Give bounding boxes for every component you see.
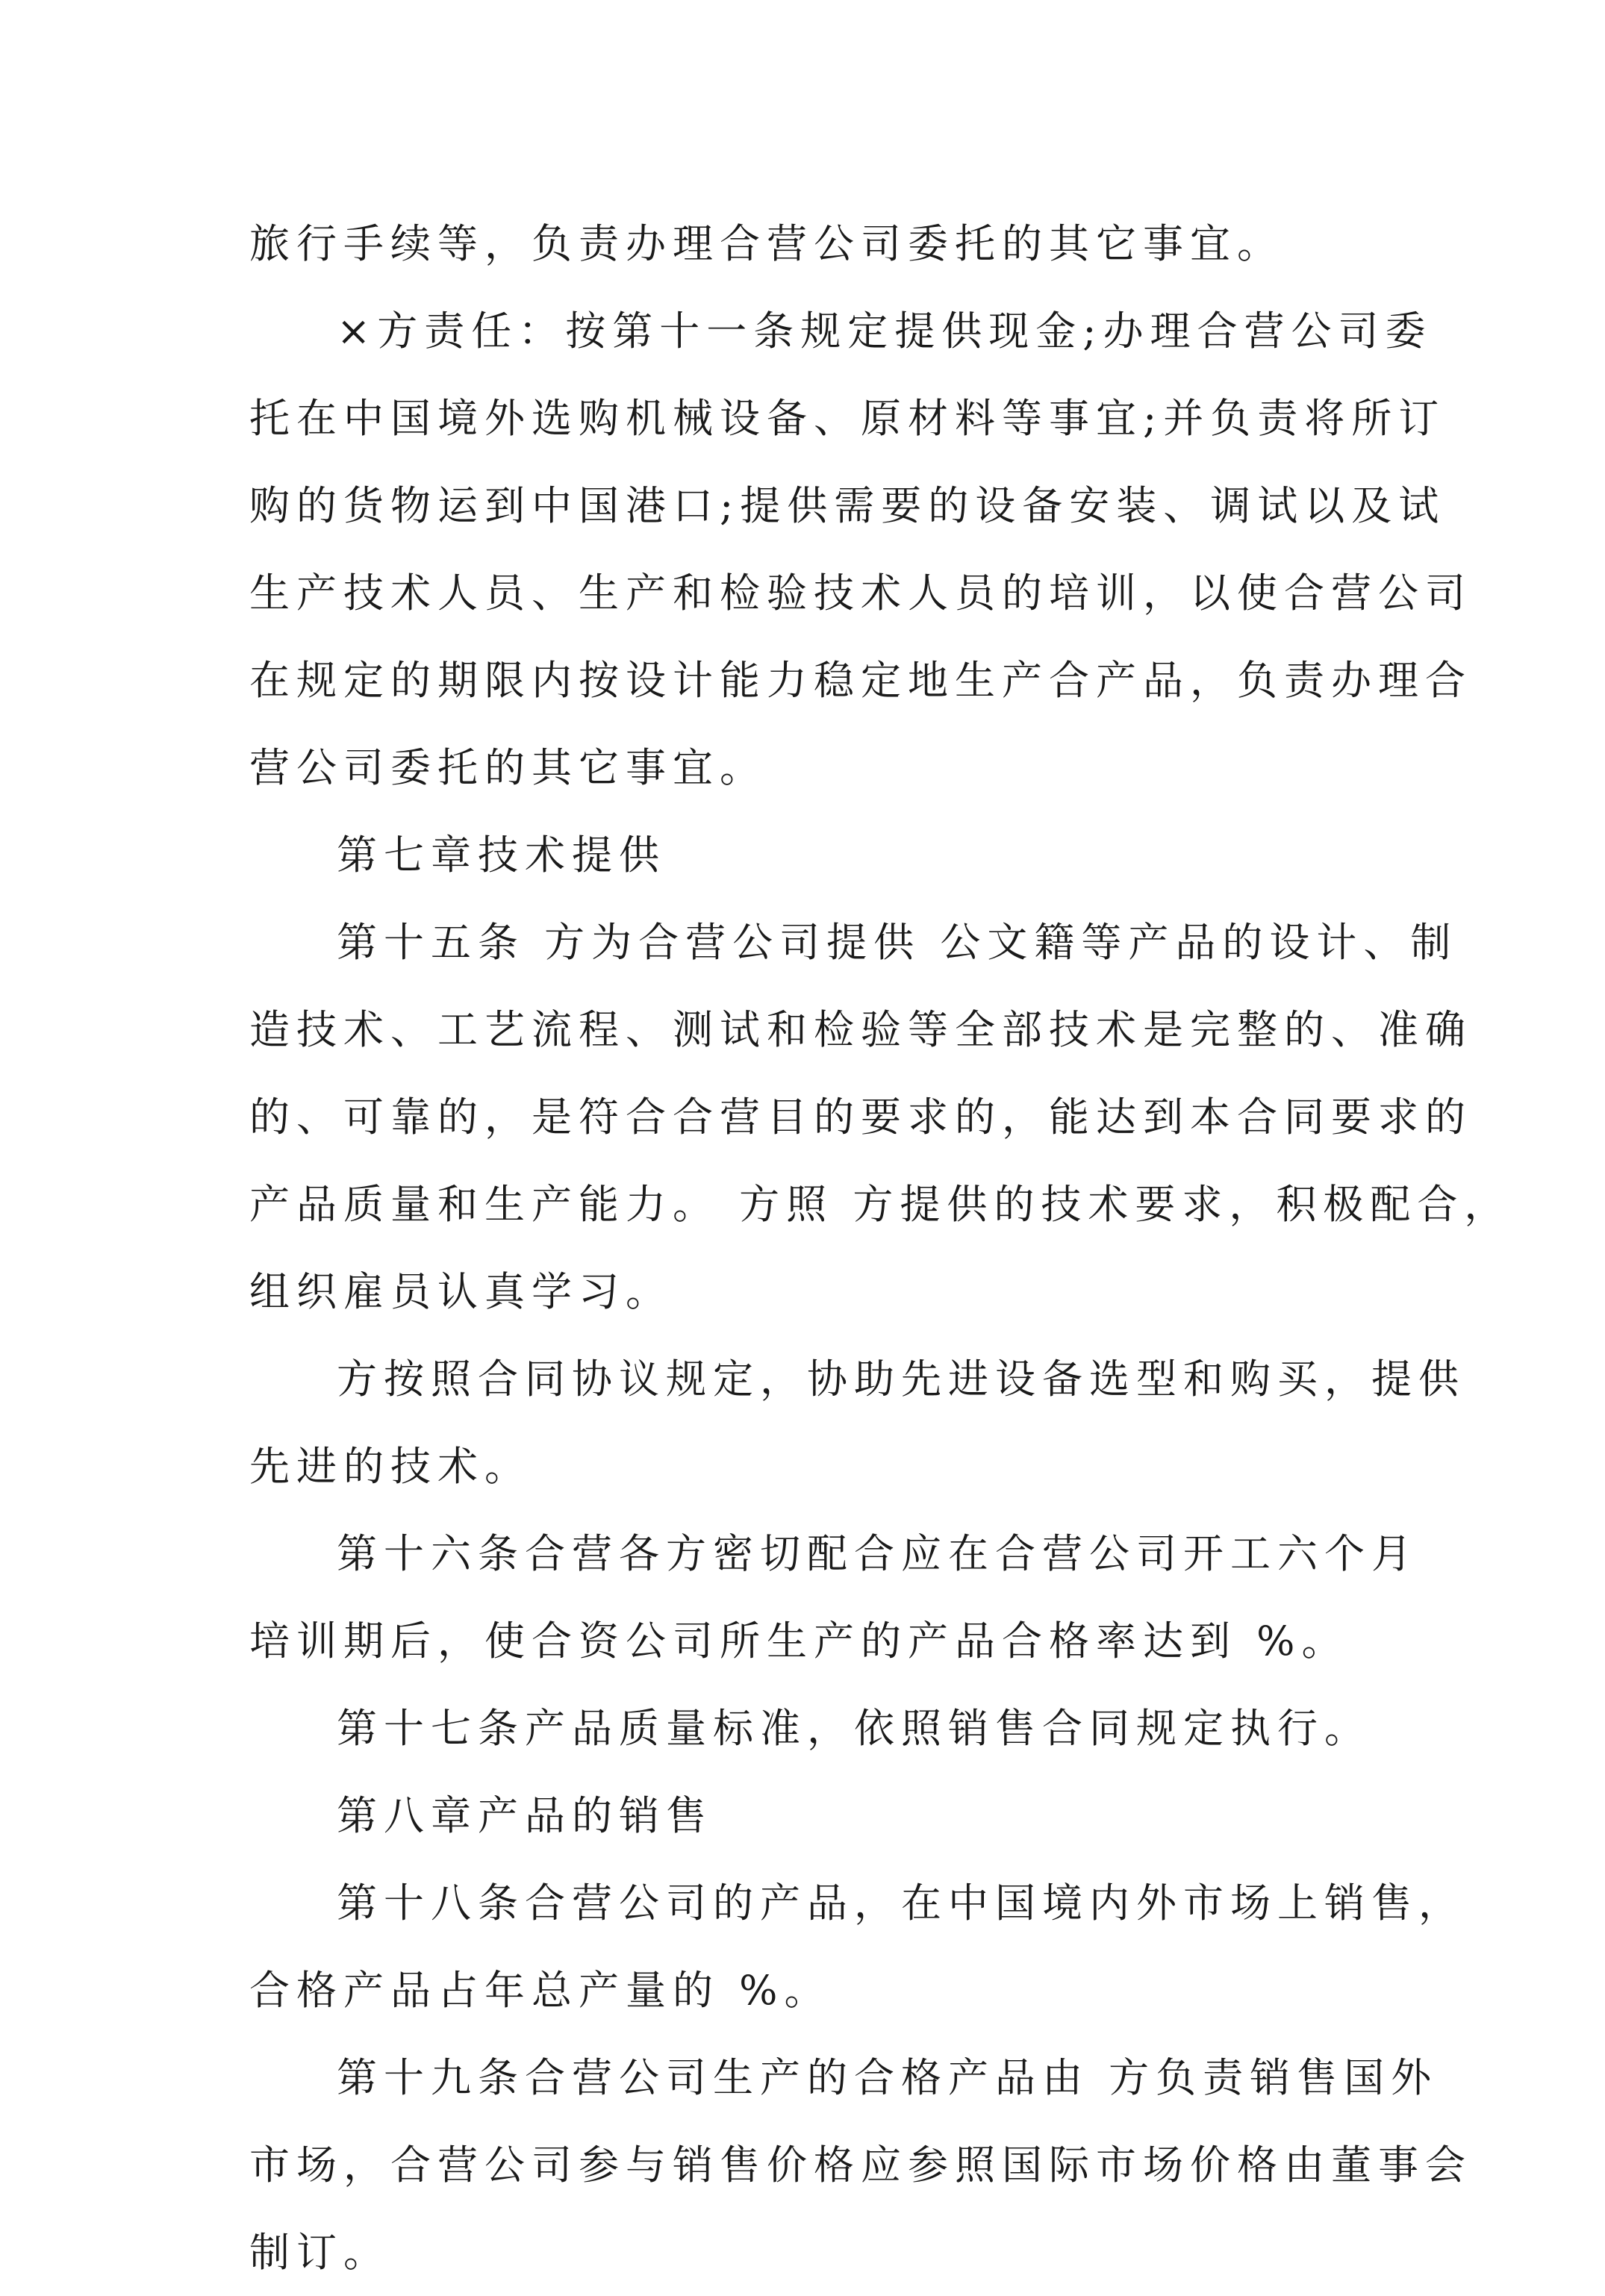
text-line: 购的货物运到中国港口;提供需要的设备安装、调试以及试 [249,482,1446,529]
text-line: 旅行手续等，负责办理合营公司委托的其它事宜。 [249,220,1284,267]
text-line: ×方责任：按第十一条规定提供现金;办理合营公司委 [337,308,1433,355]
text-line: 营公司委托的其它事宜。 [249,744,767,791]
text-line: 在规定的期限内按设计能力稳定地生产合产品，负责办理合 [249,657,1472,704]
text-line: 第十八条合营公司的产品，在中国境内外市场上销售， [337,1879,1465,1927]
text-line: 第十六条合营各方密切配合应在合营公司开工六个月 [337,1530,1418,1577]
text-line: 第十五条 方为合营公司提供 公文籍等产品的设计、制 [337,919,1458,966]
document-body [249,200,1512,2296]
chapter-heading: 第七章技术提供 [337,832,666,879]
text-line: 托在中国境外选购机械设备、原材料等事宜;并负责将所订 [249,395,1446,442]
text-line: 生产技术人员、生产和检验技术人员的培训，以使合营公司 [249,570,1472,617]
text-line: 组织雇员认真学习。 [249,1268,673,1315]
text-line: 合格产品占年总产量的 %。 [249,1967,832,2014]
text-line: 方按照合同协议规定，协助先进设备选型和购买，提供 [337,1356,1465,1403]
text-line: 产品质量和生产能力。 方照 方提供的技术要求，积极配合， [249,1181,1512,1228]
text-line: 市场，合营公司参与销售价格应参照国际市场价格由董事会 [249,2141,1472,2189]
text-line: 第十九条合营公司生产的合格产品由 方负责销售国外 [337,2054,1439,2101]
text-line: 制订。 [249,2229,390,2276]
text-line: 第十七条产品质量标准，依照销售合同规定执行。 [337,1705,1371,1752]
text-line: 造技术、工艺流程、测试和检验等全部技术是完整的、准确 [249,1006,1472,1053]
text-line: 培训期后，使合资公司所生产的产品合格率达到 %。 [249,1618,1349,1665]
text-line: 先进的技术。 [249,1443,532,1490]
text-line: 的、可靠的，是符合合营目的要求的，能达到本合同要求的 [249,1094,1472,1141]
chapter-heading: 第八章产品的销售 [337,1792,713,1839]
